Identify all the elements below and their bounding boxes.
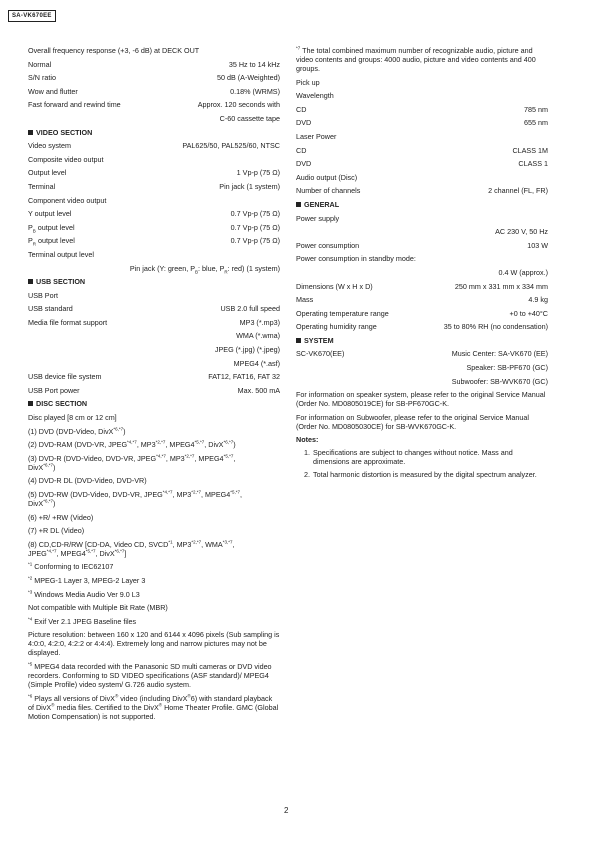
square-bullet-icon (28, 401, 33, 406)
footnote-text: Home Theater Profile. GMC (Global Motion Compensation) is not supported. (28, 702, 279, 721)
footnote-ref: *6,*7 (114, 548, 125, 554)
section-title: VIDEO SECTION (36, 127, 93, 137)
spec-row-consumption (296, 241, 548, 250)
standby-heading: Power consumption in standby mode: (296, 254, 416, 264)
page-number: 2 (284, 806, 289, 815)
text-part: , MPEG4 (56, 548, 86, 558)
text-part: (5) DVD-RW (DVD-Video, DVD-VR, JPEG (28, 490, 163, 499)
terminal-output-heading: Terminal output level (28, 249, 94, 259)
spec-value: 2 channel (FL, FR) (488, 186, 548, 196)
spec-value: MP3 (*.mp3) (239, 317, 280, 327)
spec-row-ff (28, 100, 280, 109)
disc-item-5 (28, 490, 280, 508)
text-part: (3) DVD-R (DVD-Video, DVD-VR, JPEG (28, 453, 157, 463)
pickup-heading: Pick up (296, 77, 320, 87)
spec-value: FAT12, FAT16, FAT 32 (208, 372, 280, 382)
text-part: ) (123, 426, 126, 436)
footnote-ref: *6,*7 (223, 439, 234, 445)
spec-row-dimensions (296, 282, 548, 291)
system-speaker: Speaker: SB-PF670 (GC) (466, 363, 548, 373)
square-bullet-icon (296, 338, 301, 343)
registered-mark: ® (114, 693, 119, 699)
text-part: , MPEG4 (201, 490, 231, 499)
disc-item-6: (6) +R/ +RW (Video) (28, 512, 94, 522)
text-part: Pin jack (Y: green, P (129, 263, 196, 273)
spec-label: DVD (296, 159, 312, 169)
text-part: , (233, 453, 236, 463)
model-tag: SA-VK670EE (8, 10, 56, 22)
footnote-4 (28, 617, 280, 626)
spec-value: 785 nm (524, 104, 548, 114)
registered-mark: ® (187, 693, 191, 699)
footnote-mark: *2 (28, 575, 33, 581)
label-part: output level (35, 222, 75, 232)
spec-value: Music Center: SA-VK670 (EE) (451, 349, 548, 359)
section-heading-usb (28, 277, 280, 286)
text-part: ) (52, 462, 56, 472)
note-number: 2. (304, 470, 310, 480)
spec-row-pb-output (28, 223, 280, 232)
text-part: , MP3 (165, 453, 185, 463)
spec-value: 103 W (527, 240, 548, 250)
spec-row-output-level (28, 168, 280, 177)
footnote-4-note: Picture resolution: between 160 x 120 and 6144 x 4096 pixels (Sub sampling is 4:0:0, 4:2:0, 4:2:2 or 4:4:4). Extremely long and narrow pictures may not be displayed. (28, 630, 280, 658)
text-part: , MP3 (136, 440, 156, 450)
footnote-ref: *6,*7 (43, 498, 53, 504)
footnote-text: MPEG4 data recorded with the Panasonic SD multi cameras or DVD video recorders. Conforming to SD VIDEO specifications (ASF standard)/ MPEG4 (Simple Profile) video system/ G.726 audio system. (28, 661, 272, 689)
text-part: , MP3 (172, 539, 192, 549)
footnote-3 (28, 590, 280, 599)
section-title: GENERAL (304, 199, 340, 209)
spec-row-dvd-wavelength (296, 118, 548, 127)
text-sub: B (195, 268, 199, 274)
square-bullet-icon (296, 202, 301, 207)
spec-label (28, 223, 75, 232)
footnote-ref: *4,*7 (156, 453, 166, 459)
text-part: , (239, 490, 242, 499)
note-text: Total harmonic distortion is measured by the digital spectrum analyzer. (313, 470, 537, 480)
spec-value: 35 to 80% RH (no condensation) (443, 322, 548, 332)
footnote-ref: *6,*7 (113, 426, 124, 432)
spec-row-humidity (296, 322, 548, 331)
text-part: : blue, P (198, 263, 225, 273)
spec-value: 0.7 Vp-p (75 Ω) (230, 222, 280, 232)
footnote-text: The total combined maximum number of recognizable audio, picture and video contents and groups: 4000 audio, picture and video contents and 400 groups. (296, 46, 536, 73)
spec-value: Max. 500 mA (237, 385, 280, 395)
spec-value: Approx. 120 seconds with (197, 100, 280, 110)
spec-label: Output level (28, 168, 67, 178)
spec-label: DVD (296, 118, 312, 128)
spec-label: Power consumption (296, 240, 360, 250)
spec-value: USB 2.0 full speed (220, 304, 280, 314)
footnote-text: Windows Media Audio Ver 9.0 L3 (34, 589, 140, 599)
footnote-ref: *3,*7 (222, 539, 233, 545)
spec-value-continued: JPEG (*.jpg) (*.jpeg) (214, 345, 280, 355)
spec-value: 4.9 kg (528, 295, 548, 305)
footnote-text: Conforming to IEC62107 (34, 562, 114, 572)
spec-label: Normal (28, 59, 52, 69)
spec-label: Media file format support (28, 317, 108, 327)
pin-jack-value (28, 264, 280, 273)
footnote-ref: *1 (168, 539, 173, 545)
info-speaker: For information on speaker system, please refer to the original Service Manual (Order No. MD0805019CE) for SB-PF670GC-K. (296, 390, 546, 409)
spec-value: +0 to +40°C (509, 308, 548, 318)
footnote-6 (28, 694, 280, 721)
disc-played: Disc played [8 cm or 12 cm] (28, 413, 117, 423)
label-part: P (28, 236, 33, 246)
section-title: USB SECTION (36, 277, 86, 287)
footnote-text: 6) with standard playback of DivX (28, 693, 273, 712)
spec-row-file-system (28, 372, 280, 381)
footnote-1 (28, 562, 280, 571)
footnote-text: Plays all versions of DivX (34, 693, 115, 703)
spec-row-system (296, 349, 548, 358)
note-number: 1. (304, 448, 310, 458)
spec-label: USB standard (28, 304, 73, 314)
spec-value: CLASS 1M (512, 145, 548, 155)
component-heading: Component video output (28, 195, 107, 205)
disc-item-2 (28, 440, 280, 449)
registered-mark: ® (158, 702, 163, 708)
footnote-ref: *4,*7 (162, 489, 173, 495)
text-part: (1) DVD (DVD-Video, DivX (28, 426, 114, 436)
note-2 (296, 470, 548, 479)
text-part: , DivX (95, 548, 115, 558)
footnote-ref: *2,*7 (191, 539, 202, 545)
label-part: P (28, 222, 33, 232)
spec-value: 50 dB (A-Weighted) (217, 73, 280, 83)
footnote-ref: *4,*7 (46, 548, 57, 554)
footnote-5 (28, 662, 280, 689)
text-part: JPEG (28, 548, 47, 558)
spec-row-mass (296, 295, 548, 304)
text-part: , MP3 (172, 490, 192, 499)
disc-item-7: (7) +R DL (Video) (28, 526, 85, 536)
note-text: Specifications are subject to changes without notice. Mass and dimensions are approximate. (313, 448, 513, 467)
text-part: , DivX (204, 440, 224, 450)
footnote-ref: *4,*7 (127, 439, 137, 445)
notes-title: Notes: (296, 435, 319, 445)
spec-value-continued: WMA (*.wma) (236, 331, 280, 341)
text-part: , MPEG4 (165, 440, 195, 450)
spec-value: 0.18% (WRMS) (230, 86, 280, 96)
spec-row-dvd-laser (296, 159, 548, 168)
spec-label: Video system (28, 141, 72, 151)
text-part: DivX (28, 499, 44, 508)
footnote-mark: *6 (28, 693, 33, 699)
footnote-mark: *5 (28, 661, 33, 667)
spec-label: CD (296, 104, 307, 114)
square-bullet-icon (28, 279, 33, 284)
footnote-mark: *7 (296, 45, 301, 51)
square-bullet-icon (28, 130, 33, 135)
footnote-ref: *5,*7 (85, 548, 96, 554)
spec-row-cd-laser (296, 146, 548, 155)
spec-value: 35 Hz to 14 kHz (228, 59, 280, 69)
text-part: , WMA (201, 539, 223, 549)
spec-row-normal (28, 60, 280, 69)
footnote-mark: *3 (28, 589, 33, 595)
spec-row-channels (296, 186, 548, 195)
footnote-7 (296, 46, 548, 73)
spec-label: Operating humidity range (296, 322, 377, 332)
spec-label: SC-VK670(EE) (296, 349, 345, 359)
spec-row-usb-power (28, 386, 280, 395)
standby-value: 0.4 W (approx.) (498, 267, 548, 277)
spec-label: Mass (296, 295, 314, 305)
text-sub: R (224, 268, 228, 274)
footnote-ref: *6,*7 (43, 462, 53, 468)
registered-mark: ® (51, 702, 55, 708)
spec-value: 0.7 Vp-p (75 Ω) (230, 236, 280, 246)
text-part: (8) CD,CD-R/RW [CD-DA, Video CD, SVCD (28, 539, 169, 549)
footnote-text: MPEG-1 Layer 3, MPEG-2 Layer 3 (34, 575, 146, 585)
footnote-mark: *4 (28, 616, 33, 622)
text-part: (2) DVD-RAM (DVD-VR, JPEG (28, 440, 128, 450)
text-part: : red) (1 system) (227, 263, 280, 273)
spec-label: Operating temperature range (296, 308, 389, 318)
section-heading-disc (28, 399, 280, 408)
spec-label: Wow and flutter (28, 86, 78, 96)
spec-label: S/N ratio (28, 73, 56, 83)
spec-row-video-system (28, 141, 280, 150)
footnote-ref: *2,*7 (184, 453, 195, 459)
info-subwoofer: For information on Subwoofer, please refer to the original Service Manual (Order No. MD0805030CE) for SB-WVK670GC-K. (296, 412, 529, 431)
footnote-ref: *2,*7 (155, 439, 166, 445)
right-column (296, 46, 548, 483)
section-title: SYSTEM (304, 335, 334, 345)
spec-label: USB device file system (28, 372, 102, 382)
spec-row-media-format (28, 318, 280, 327)
spec-value: Pin jack (1 system) (219, 181, 280, 191)
footnote-3-note: Not compatible with Multiple Bit Rate (MBR) (28, 603, 168, 613)
disc-item-1 (28, 427, 280, 436)
note-1 (296, 448, 548, 466)
footnote-text: media files. Certified to the DivX (54, 702, 159, 712)
spec-value: PAL625/50, PAL525/60, NTSC (182, 141, 280, 151)
spec-label: Fast forward and rewind time (28, 100, 121, 110)
spec-label: Number of channels (296, 186, 361, 196)
power-supply-value: AC 230 V, 50 Hz (495, 227, 548, 237)
section-title: DISC SECTION (36, 399, 88, 409)
spec-row-pr-output (28, 236, 280, 245)
text-part: ] (124, 548, 127, 558)
spec-value-continued: C-60 cassette tape (219, 113, 280, 123)
section-heading-general (296, 200, 548, 209)
footnote-ref: *2,*7 (191, 489, 202, 495)
composite-heading: Composite video output (28, 154, 104, 164)
spec-value: 0.7 Vp-p (75 Ω) (230, 209, 280, 219)
spec-label: Terminal (28, 181, 56, 191)
freq-response-title: Overall frequency response (+3, -6 dB) at DECK OUT (28, 46, 200, 55)
text-part: DivX (28, 462, 44, 472)
spec-row-temperature (296, 309, 548, 318)
label-sub: R (32, 241, 37, 247)
spec-label: USB Port power (28, 385, 80, 395)
spec-label: Dimensions (W x H x D) (296, 281, 373, 291)
spec-row-cd-wavelength (296, 105, 548, 114)
power-supply-heading: Power supply (296, 213, 340, 223)
spec-value: CLASS 1 (518, 159, 548, 169)
spec-value: 1 Vp-p (75 Ω) (236, 168, 280, 178)
disc-item-8 (28, 540, 280, 558)
spec-row-terminal (28, 182, 280, 191)
footnote-text: video (including DivX (118, 693, 188, 703)
text-part: , (232, 539, 235, 549)
text-part: ) (52, 499, 56, 508)
laser-heading: Laser Power (296, 131, 337, 141)
spec-row-wow (28, 87, 280, 96)
footnote-text: Exif Ver 2.1 JPEG Baseline files (34, 616, 137, 626)
spec-value: 655 nm (524, 118, 548, 128)
footnote-ref: *5,*7 (230, 489, 240, 495)
system-subwoofer: Subwoofer: SB-WVK670 (GC) (451, 376, 548, 386)
section-heading-video (28, 128, 280, 137)
spec-label: Y output level (28, 209, 72, 219)
label-part: output level (36, 236, 75, 246)
disc-item-3 (28, 454, 280, 472)
left-column (28, 46, 280, 725)
wavelength-heading: Wavelength (296, 91, 334, 101)
disc-item-4: (4) DVD-R DL (DVD-Video, DVD-VR) (28, 476, 147, 486)
text-part: ) (233, 440, 236, 450)
spec-row-usb-standard (28, 304, 280, 313)
spec-label: CD (296, 145, 307, 155)
spec-label (28, 236, 75, 245)
footnote-ref: *5,*7 (223, 453, 234, 459)
text-part: , MPEG4 (194, 453, 224, 463)
section-heading-system (296, 336, 548, 345)
spec-value-continued: MPEG4 (*.asf) (233, 358, 280, 368)
spec-value: 250 mm x 331 mm x 334 mm (454, 281, 548, 291)
spec-row-sn (28, 73, 280, 82)
label-sub: B (32, 228, 36, 234)
footnote-ref: *5,*7 (194, 439, 205, 445)
footnote-2 (28, 576, 280, 585)
usb-port-heading: USB Port (28, 290, 58, 300)
footnote-mark: *1 (28, 561, 33, 567)
audio-output-heading: Audio output (Disc) (296, 172, 358, 182)
spec-row-y-output (28, 209, 280, 218)
